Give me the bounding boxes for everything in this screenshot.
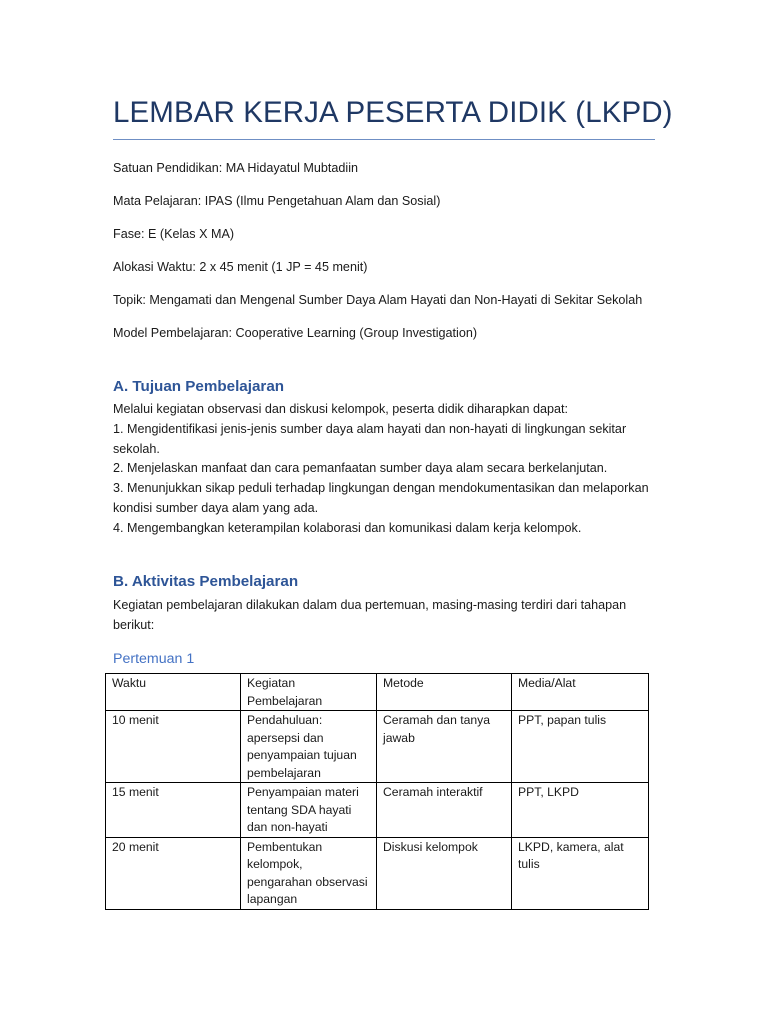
table-cell: 15 menit [106, 783, 241, 838]
section-a-line: sekolah. [113, 441, 160, 456]
table-cell: Ceramah dan tanya jawab [377, 711, 512, 783]
meta-mata-pelajaran: Mata Pelajaran: IPAS (Ilmu Pengetahuan Alam dan Sosial) [113, 194, 441, 208]
section-a-body [113, 400, 658, 539]
pertemuan-1-heading: Pertemuan 1 [113, 651, 195, 667]
section-a-heading: A. Tujuan Pembelajaran [113, 378, 285, 395]
table-row [106, 837, 649, 909]
section-a-line: 4. Mengembangkan keterampilan kolaborasi dan komunikasi dalam kerja kelompok. [113, 520, 582, 535]
header-cell-media: Media/Alat [512, 674, 649, 711]
section-a-line: 1. Mengidentifikasi jenis-jenis sumber daya alam hayati dan non-hayati di lingkungan sekitar [113, 421, 627, 436]
schedule-table [105, 673, 649, 910]
meta-fase: Fase: E (Kelas X MA) [113, 227, 235, 241]
table-cell: PPT, papan tulis [512, 711, 649, 783]
section-a-line: kondisi sumber daya alam yang ada. [113, 500, 319, 515]
meta-model-pembelajaran: Model Pembelajaran: Cooperative Learning (Group Investigation) [113, 326, 478, 340]
table-row [106, 783, 649, 838]
meta-topik: Topik: Mengamati dan Mengenal Sumber Daya Alam Hayati dan Non-Hayati di Sekitar Sekolah [113, 293, 643, 307]
meta-alokasi-waktu: Alokasi Waktu: 2 x 45 menit (1 JP = 45 menit) [113, 260, 368, 274]
header-cell-kegiatan: Kegiatan Pembelajaran [241, 674, 377, 711]
table-header-row [106, 674, 649, 711]
section-b-heading: B. Aktivitas Pembelajaran [113, 573, 299, 590]
section-a-line: Melalui kegiatan observasi dan diskusi kelompok, peserta didik diharapkan dapat: [113, 402, 569, 416]
meta-satuan-pendidikan: Satuan Pendidikan: MA Hidayatul Mubtadiin [113, 161, 359, 175]
title-underline [113, 139, 655, 140]
section-b-line: berikut: [113, 617, 155, 632]
header-cell-metode: Metode [377, 674, 512, 711]
table-cell: Penyampaian materi tentang SDA hayati dan non-hayati [241, 783, 377, 838]
section-a-line: 3. Menunjukkan sikap peduli terhadap lingkungan dengan mendokumentasikan dan melaporkan [113, 481, 649, 496]
table-cell: Ceramah interaktif [377, 783, 512, 838]
table-cell: 20 menit [106, 837, 241, 909]
table-cell: PPT, LKPD [512, 783, 649, 838]
table-cell: Diskusi kelompok [377, 837, 512, 909]
table-cell: Pembentukan kelompok, pengarahan observasi lapangan [241, 837, 377, 909]
table-cell: 10 menit [106, 711, 241, 783]
table-row [106, 711, 649, 783]
section-a-line: 2. Menjelaskan manfaat dan cara pemanfaatan sumber daya alam secara berkelanjutan. [113, 461, 608, 476]
table-cell: LKPD, kamera, alat tulis [512, 837, 649, 909]
section-b-line: Kegiatan pembelajaran dilakukan dalam dua pertemuan, masing-masing terdiri dari tahapan [113, 598, 627, 612]
document-title: LEMBAR KERJA PESERTA DIDIK (LKPD) [113, 96, 673, 129]
table-cell: Pendahuluan: apersepsi dan penyampaian tujuan pembelajaran [241, 711, 377, 783]
section-b-body [113, 596, 658, 636]
header-cell-waktu: Waktu [106, 674, 241, 711]
